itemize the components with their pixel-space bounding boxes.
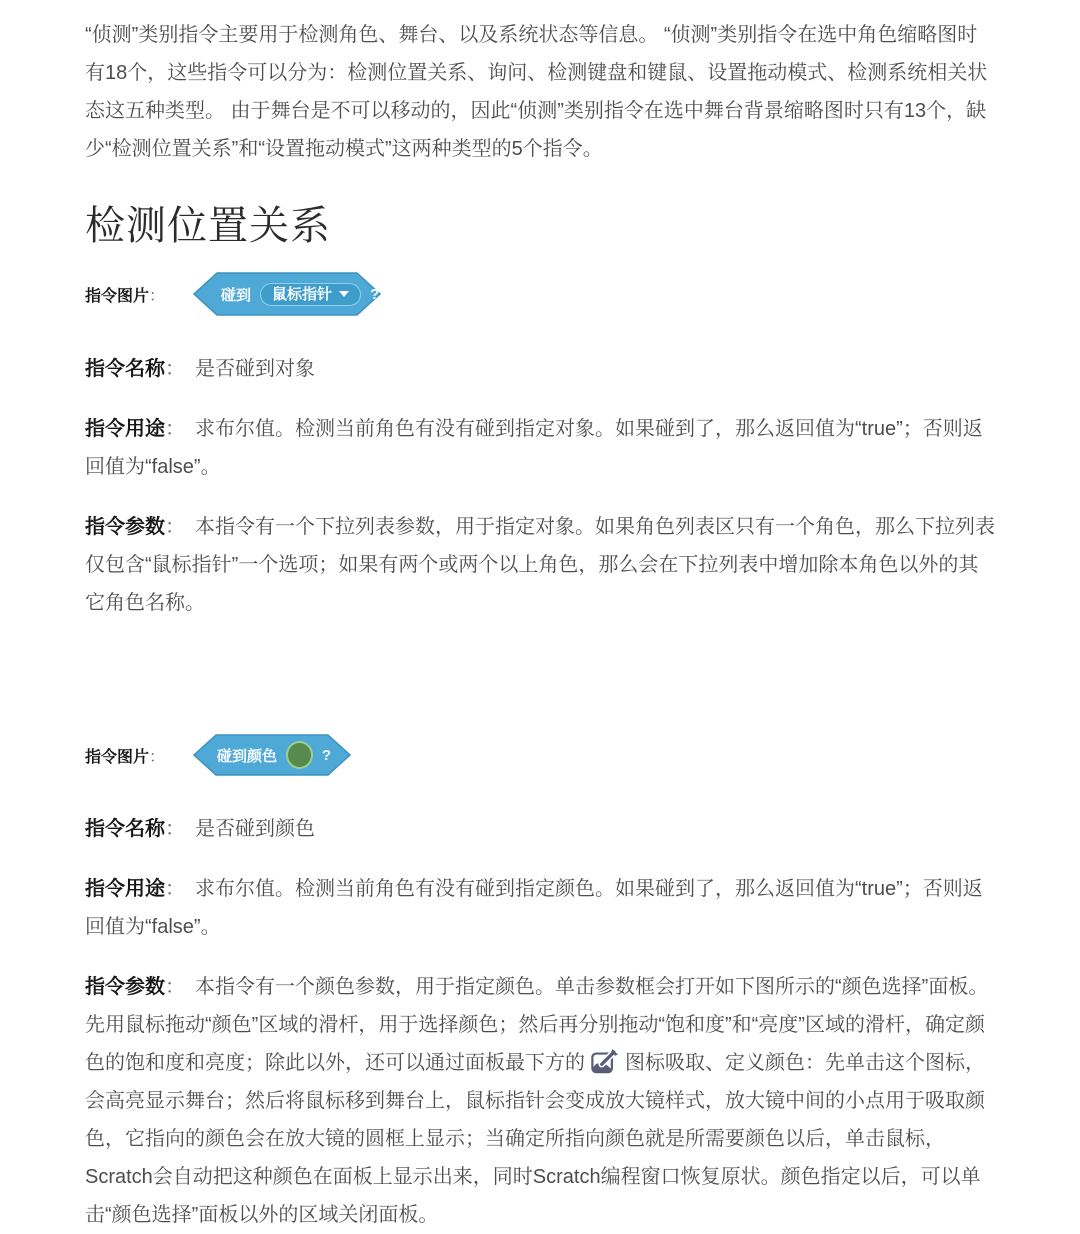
field-label: 指令名称 (85, 818, 165, 840)
command-image-row (85, 734, 995, 776)
field-command-name (85, 350, 995, 388)
field-label: 指令名称 (85, 358, 165, 380)
field-value: 求布尔值。检测当前角色有没有碰到指定颜色。如果碰到了，那么返回值为“true”；否则返回值为“false”。 (85, 878, 983, 938)
section-divider-space (85, 622, 995, 712)
dropdown-value: 鼠标指针 (272, 285, 333, 303)
field-label: 指令参数 (85, 976, 165, 998)
field-value: 本指令有一个下拉列表参数，用于指定对象。如果角色列表区只有一个角色，那么下拉列表仅包含“鼠标指针”一个选项；如果有两个或两个以上角色，那么会在下拉列表中增加除本角色以外的其它角色名称。 (85, 516, 995, 614)
label-colon: ： (165, 516, 185, 538)
intro-paragraph: “侦测”类别指令主要用于检测角色、舞台、以及系统状态等信息。 “侦测”类别指令在选中角色缩略图时有18个，这些指令可以分为：检测位置关系、询问、检测键盘和键鼠、设置拖动模式、检测系统相关状态这五种类型。 由于舞台是不可以移动的，因此“侦测”类别指令在选中舞台背景缩略图时只有13个，缺少“检测位置关系”和“设置拖动模式”这两种类型的5个指令。 (85, 24, 988, 160)
label-colon: ： (165, 418, 185, 440)
question-mark: ? (321, 746, 332, 764)
field-value: 是否碰到对象 (195, 358, 315, 380)
block-text: 碰到 (221, 286, 252, 304)
color-swatch (286, 741, 313, 769)
field-value: 求布尔值。检测当前角色有没有碰到指定对象。如果碰到了，那么返回值为“true”；否则返回值为“false”。 (85, 418, 983, 478)
field-command-params (85, 968, 995, 1234)
field-value: 本指令有一个颜色参数，用于指定颜色。单击参数框会打开如下图所示的“颜色选择”面板。先用鼠标拖动“颜色”区域的滑杆，用于选择颜色；然后再分别拖动“饱和度”和“亮度”区域的滑杆，确定颜色的饱和度和亮度；除此以外，还可以通过面板最下方的 (85, 976, 989, 1074)
scratch-block-touching-color (193, 734, 351, 776)
command-image-label (85, 283, 175, 306)
command-image-label (85, 744, 175, 767)
field-label: 指令参数 (85, 516, 165, 538)
label-colon: ： (165, 976, 185, 998)
block-dropdown (260, 283, 361, 306)
field-label: 指令用途 (85, 418, 165, 440)
label-colon: ： (149, 748, 166, 766)
label-colon: ： (165, 878, 185, 900)
field-label: 指令图片 (85, 748, 150, 766)
page-title: 检测位置关系 (85, 204, 331, 248)
field-command-purpose (85, 410, 995, 486)
command-image-row (85, 272, 995, 316)
field-command-purpose (85, 870, 995, 946)
label-colon: ： (165, 358, 185, 380)
scratch-block-touching-object (193, 272, 381, 316)
block-text: 碰到颜色 (217, 747, 278, 765)
chevron-down-icon (339, 291, 349, 297)
field-label: 指令用途 (85, 878, 165, 900)
field-label: 指令图片 (85, 287, 150, 305)
question-mark: ? (370, 285, 380, 303)
field-command-params (85, 508, 995, 622)
label-colon: ： (165, 818, 185, 840)
color-picker-icon (591, 1048, 619, 1074)
field-value: 是否碰到颜色 (195, 818, 315, 840)
field-command-name (85, 810, 995, 848)
field-value: 图标吸取、定义颜色：先单击这个图标，会高亮显示舞台；然后将鼠标移到舞台上，鼠标指针会变成放大镜样式，放大镜中间的小点用于吸取颜色，它指向的颜色会在放大镜的圆框上显示；当确定所指向颜色就是所需要颜色以后，单击鼠标，Scratch会自动把这种颜色在面板上显示出来，同时Scratch编程窗口恢复原状。颜色指定以后，可以单击“颜色选择”面板以外的区域关闭面板。 (85, 1052, 985, 1226)
label-colon: ： (149, 287, 166, 305)
